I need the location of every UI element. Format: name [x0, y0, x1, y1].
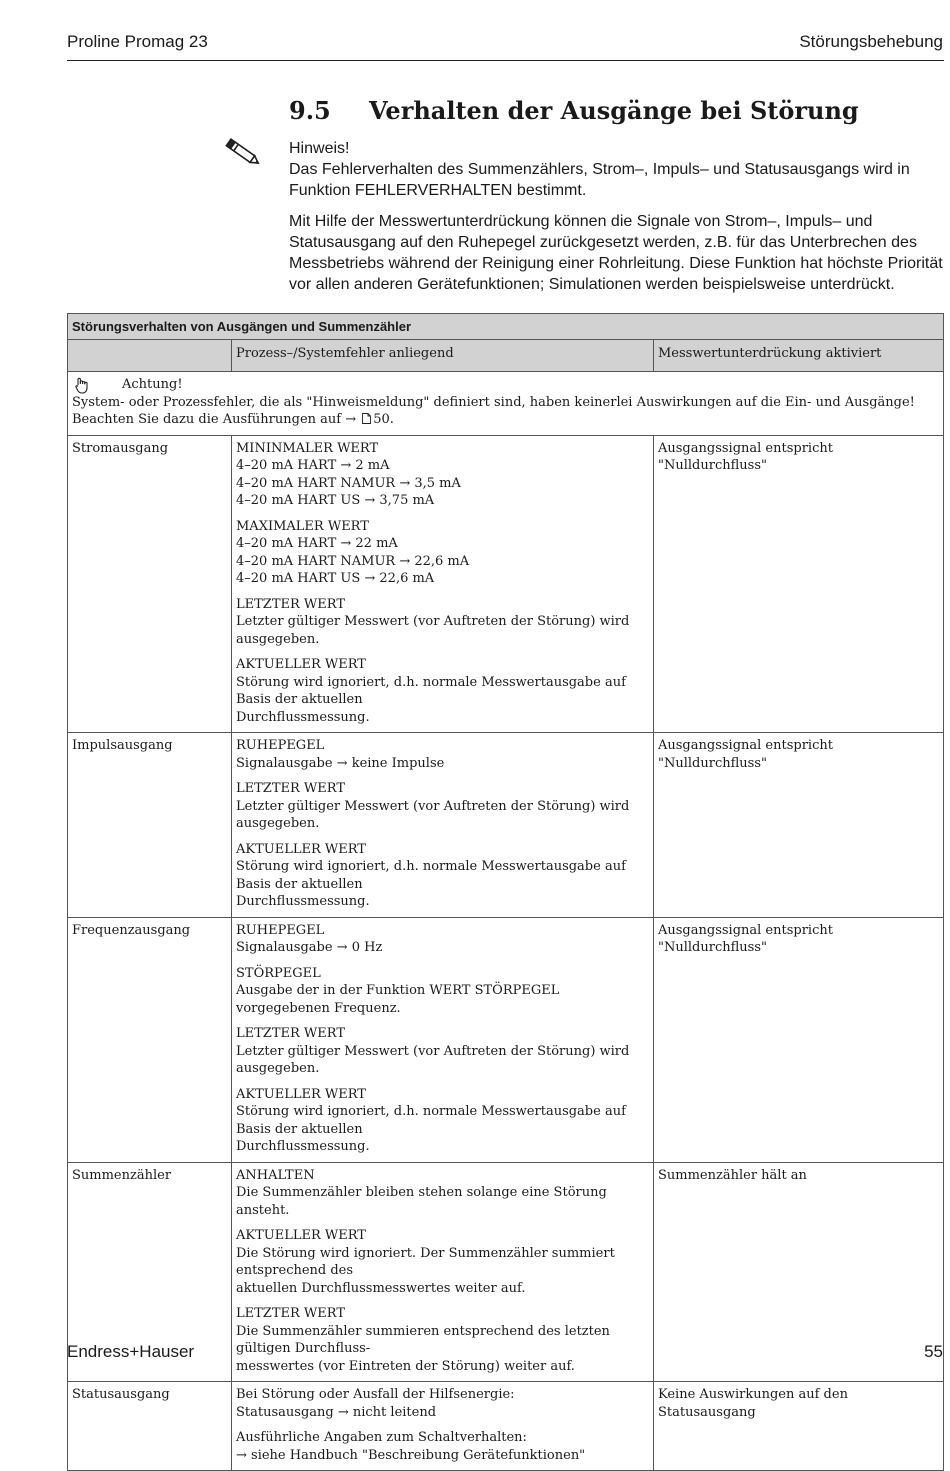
table-row	[68, 733, 944, 918]
behaviour-option	[236, 780, 649, 833]
behaviour-option	[236, 1429, 649, 1464]
option-title: LETZTER WERT	[236, 1306, 345, 1321]
section-number: 9.5	[289, 96, 331, 125]
option-title: RUHEPEGEL	[236, 738, 325, 753]
option-detail: Signalausgabe → keine Impulse	[236, 755, 445, 771]
header-rule	[67, 60, 944, 61]
process-error-behaviour	[232, 917, 654, 1162]
option-title: MININMALER WERT	[236, 440, 379, 456]
table-row	[68, 1162, 944, 1382]
output-behaviour-table	[67, 313, 943, 1471]
option-detail: 4–20 mA HART NAMUR → 3,5 mA	[236, 475, 461, 491]
option-title: RUHEPEGEL	[236, 922, 325, 938]
behaviour-option	[236, 841, 649, 911]
option-detail: 4–20 mA HART US → 3,75 mA	[236, 493, 435, 508]
option-title: Bei Störung oder Ausfall der Hilfsenergie:	[236, 1387, 515, 1402]
option-detail: messwertes (vor Eintreten der Störung) weiter auf.	[236, 1358, 575, 1374]
option-detail: Signalausgabe → 0 Hz	[236, 940, 383, 955]
table-header-empty	[68, 340, 232, 372]
process-error-behaviour	[232, 1162, 654, 1382]
option-detail: aktuellen Durchflussmesswertes weiter auf.	[236, 1280, 526, 1296]
behaviour-option	[236, 440, 649, 510]
option-detail: Statusausgang → nicht leitend	[236, 1404, 437, 1420]
behaviour-option	[236, 518, 649, 588]
option-detail: Durchflussmessung.	[236, 1139, 370, 1154]
header-product-name: Proline Promag 23	[67, 32, 208, 51]
process-error-behaviour	[232, 733, 654, 918]
option-detail: vorgegebenen Frequenz.	[236, 1000, 401, 1016]
option-detail: Störung wird ignoriert, d.h. normale Messwertausgabe auf Basis der aktuellen	[236, 674, 626, 707]
option-detail: Störung wird ignoriert, d.h. normale Messwertausgabe auf Basis der aktuellen	[236, 859, 626, 892]
option-title: MAXIMALER WERT	[236, 518, 369, 534]
option-detail: → siehe Handbuch "Beschreibung Gerätefunktionen"	[236, 1447, 586, 1463]
warning-text-block	[72, 394, 939, 429]
option-title: STÖRPEGEL	[236, 965, 321, 981]
behaviour-option	[236, 965, 649, 1018]
option-title: Ausführliche Angaben zum Schaltverhalten:	[236, 1430, 527, 1445]
suppression-behaviour: Ausgangssignal entspricht "Nulldurchfluss"	[654, 733, 944, 918]
note-box	[289, 138, 944, 295]
footer-company: Endress+Hauser	[67, 1342, 195, 1361]
behaviour-option	[236, 596, 649, 649]
behaviour-option	[236, 1386, 649, 1421]
option-title: AKTUELLER WERT	[236, 657, 366, 672]
option-detail: Durchflussmessung.	[236, 894, 370, 909]
behaviour-option	[236, 922, 649, 957]
option-title: LETZTER WERT	[236, 596, 345, 612]
table-title: Störungsverhalten von Ausgängen und Summenzähler	[68, 314, 944, 340]
behaviour-option	[236, 1305, 649, 1375]
hand-warning-icon	[74, 376, 92, 394]
option-title: ANHALTEN	[236, 1167, 315, 1183]
option-title: LETZTER WERT	[236, 781, 345, 796]
section-heading	[289, 96, 859, 125]
process-error-behaviour	[232, 435, 654, 733]
note-text-messwertunterdrueckung: Mit Hilfe der Messwertunterdrückung können die Signale von Strom–, Impuls– und Statusausgang auf den Ruhepegel zurückgesetzt werden, z.B. für das Unterbrechen des Messbetriebs während der Reinigung einer Rohrleitung. Diese Funktion hat höchste Priorität vor allen anderen Gerätefunktionen; Simulationen werden beispielsweise unterdrückt.	[289, 213, 943, 293]
column-header-suppression: Messwertunterdrückung aktiviert	[654, 340, 944, 372]
note-label: Hinweis!	[289, 140, 350, 157]
warning-label: Achtung!	[122, 376, 183, 392]
behaviour-option	[236, 1086, 649, 1156]
option-detail: Die Störung wird ignoriert. Der Summenzähler summiert entsprechend des	[236, 1245, 615, 1278]
option-title: LETZTER WERT	[236, 1026, 345, 1041]
table-row	[68, 917, 944, 1162]
column-header-process-error: Prozess–/Systemfehler anliegend	[232, 340, 654, 372]
warning-cell	[68, 371, 944, 435]
option-detail: 4–20 mA HART NAMUR → 22,6 mA	[236, 553, 470, 569]
option-title: AKTUELLER WERT	[236, 1228, 366, 1243]
suppression-behaviour: Summenzähler hält an	[654, 1162, 944, 1382]
table-row	[68, 435, 944, 733]
option-detail: Die Summenzähler bleiben stehen solange eine Störung ansteht.	[236, 1185, 607, 1218]
option-detail: Letzter gültiger Messwert (vor Auftreten der Störung) wird ausgegeben.	[236, 614, 630, 647]
warning-page-reference: 50.	[373, 412, 394, 427]
option-detail: 4–20 mA HART → 2 mA	[236, 458, 390, 473]
process-error-behaviour	[232, 1382, 654, 1471]
option-detail: Ausgabe der in der Funktion WERT STÖRPEGEL	[236, 983, 560, 998]
behaviour-option	[236, 1025, 649, 1078]
suppression-behaviour: Keine Auswirkungen auf den Statusausgang	[654, 1382, 944, 1471]
option-detail: 4–20 mA HART → 22 mA	[236, 536, 398, 551]
header-chapter-name: Störungsbehebung	[799, 32, 943, 51]
option-detail: Die Summenzähler summieren entsprechend des letzten gültigen Durchfluss-	[236, 1323, 610, 1356]
option-detail: Letzter gültiger Messwert (vor Auftreten der Störung) wird ausgegeben.	[236, 1043, 630, 1076]
output-name: Frequenzausgang	[68, 917, 232, 1162]
option-title: AKTUELLER WERT	[236, 841, 366, 857]
behaviour-option	[236, 1227, 649, 1297]
page-number: 55	[924, 1342, 943, 1361]
page-reference-icon	[362, 413, 371, 424]
table-row	[68, 1382, 944, 1471]
option-title: AKTUELLER WERT	[236, 1086, 366, 1102]
option-detail: 4–20 mA HART US → 22,6 mA	[236, 571, 435, 586]
pencil-note-icon	[222, 136, 262, 170]
option-detail: Störung wird ignoriert, d.h. normale Messwertausgabe auf Basis der aktuellen	[236, 1104, 626, 1137]
output-name: Impulsausgang	[68, 733, 232, 918]
behaviour-option	[236, 1167, 649, 1220]
output-name: Stromausgang	[68, 435, 232, 733]
note-text-fehlerverhalten: Das Fehlerverhalten des Summenzählers, Strom–, Impuls– und Statusausgangs wird in Funktion FEHLERVERHALTEN bestimmt.	[289, 161, 910, 199]
suppression-behaviour: Ausgangssignal entspricht "Nulldurchfluss"	[654, 435, 944, 733]
section-title: Verhalten der Ausgänge bei Störung	[369, 96, 859, 125]
suppression-behaviour: Ausgangssignal entspricht "Nulldurchfluss"	[654, 917, 944, 1162]
output-name: Summenzähler	[68, 1162, 232, 1382]
option-detail: Durchflussmessung.	[236, 709, 370, 725]
option-detail: Letzter gültiger Messwert (vor Auftreten der Störung) wird ausgegeben.	[236, 798, 630, 831]
behaviour-option	[236, 656, 649, 726]
output-name: Statusausgang	[68, 1382, 232, 1471]
behaviour-option	[236, 737, 649, 772]
warning-text: System- oder Prozessfehler, die als "Hinweismeldung" definiert sind, haben keinerlei Auswirkungen auf die Ein- und Ausgänge! Beachten Sie dazu die Ausführungen auf →	[72, 394, 915, 427]
